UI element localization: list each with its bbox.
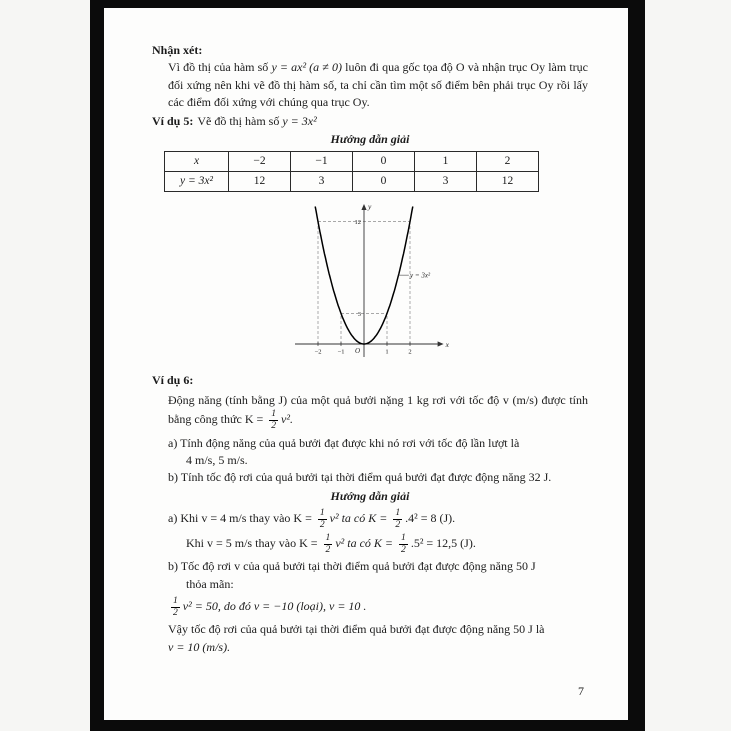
solution-line-b3: Vậy tốc độ rơi của quả bưởi tại thời điểm quả bưởi đạt được động năng 50 J là	[168, 622, 545, 637]
svg-text:−2: −2	[314, 348, 322, 356]
example6-intro	[152, 392, 588, 431]
solution-line-b1b: thỏa mãn:	[186, 576, 234, 591]
example5-task-text: Vẽ đồ thị hàm số	[197, 113, 283, 128]
example5-heading-line	[152, 113, 588, 130]
example6-item-a-line1: a) Tính động năng của quả bưởi đạt được khi nó rơi với tốc độ lần lượt là	[168, 435, 520, 450]
sol-a1-text-3: .4² = 8 (J).	[405, 510, 456, 525]
x-axis-label: x	[445, 339, 449, 349]
remark-heading: Nhận xét:	[152, 43, 203, 57]
sol-a2-text-3: .5² = 12,5 (J).	[410, 536, 476, 551]
fraction-numerator: 1	[173, 595, 178, 607]
table-cell: 3	[291, 172, 353, 192]
fraction-one-half	[318, 508, 327, 530]
solution-heading-example5: Hướng dẫn giải	[330, 131, 410, 146]
fraction-denominator: 2	[401, 543, 406, 555]
fraction-denominator: 2	[173, 606, 178, 618]
value-table	[164, 151, 539, 191]
fraction-one-half	[393, 508, 402, 530]
table-cell: 0	[353, 152, 415, 172]
parabola-svg	[260, 198, 480, 368]
remark-body-text-1: Vì đồ thị của hàm số	[168, 60, 272, 75]
example5-label: Ví dụ 5:	[152, 113, 194, 128]
fraction-numerator: 1	[395, 507, 401, 519]
sol-a2-text-1: Khi v = 5 m/s thay vào K =	[186, 536, 321, 551]
y-axis-label: y	[368, 201, 372, 211]
solution-line-b2	[152, 596, 588, 618]
example6-item-b: b) Tính tốc độ rơi của quả bưởi tại thời điểm quả bưởi đạt được động năng 32 J.	[168, 470, 552, 485]
curve-label: y = 3x²	[410, 271, 431, 280]
fraction-denominator: 2	[271, 420, 277, 432]
table-cell: 2	[477, 152, 539, 172]
solution-heading-example6: Hướng dẫn giải	[330, 488, 410, 503]
example6-intro-text-1: Động năng (tính bằng J) của một quả bưởi nặng 1 kg rơi với tốc độ v (m/s) được tính bằng công thức K =	[168, 393, 588, 427]
svg-text:3: 3	[357, 310, 361, 318]
solution-line-b4: v = 10 (m/s).	[168, 639, 231, 654]
graph-container	[152, 198, 588, 368]
example6-heading: Ví dụ 6:	[152, 372, 194, 387]
scanned-page-frame	[90, 0, 645, 731]
remark-body-math: y = ax² (a ≠ 0)	[271, 60, 343, 75]
solution-line-a1	[152, 508, 588, 530]
fraction-numerator: 1	[271, 408, 277, 420]
sol-b2-text: v² = 50, do đó v = −10 (loại), v = 10 .	[182, 598, 367, 613]
fraction-one-half	[399, 533, 408, 555]
svg-text:1: 1	[385, 348, 389, 356]
table-cell: 1	[415, 152, 477, 172]
table-x-label: x	[165, 152, 229, 172]
sol-a2-text-2: v² ta có K =	[335, 536, 397, 551]
example5-task-math: y = 3x²	[282, 113, 317, 128]
y-axis-arrow	[361, 204, 366, 210]
fraction-numerator: 1	[325, 532, 331, 544]
table-cell: 3	[415, 172, 477, 192]
page-number: 7	[578, 683, 584, 698]
table-cell: 12	[229, 172, 291, 192]
fraction-one-half	[324, 533, 333, 555]
origin-label: O	[354, 346, 360, 355]
fraction-one-half	[171, 596, 180, 618]
fraction-denominator: 2	[325, 543, 331, 555]
fraction-numerator: 1	[401, 532, 406, 544]
document-page	[104, 8, 628, 720]
svg-text:12: 12	[354, 218, 361, 226]
remark-body	[152, 59, 588, 111]
x-axis-arrow	[438, 341, 444, 346]
svg-text:−1: −1	[337, 348, 345, 356]
svg-text:2: 2	[408, 348, 412, 356]
example6-item-a-line2: 4 m/s, 5 m/s.	[186, 452, 248, 467]
remark-body-text-2: luôn đi qua gốc tọa độ O và nhận trục Oy làm trục đối xứng nên khi vẽ đồ thị hàm số, ta chỉ cần tìm một số điểm bên phải trục Oy rồi lấy các điểm đối xứng với chúng qua trục Oy.	[168, 60, 588, 110]
fraction-numerator: 1	[319, 507, 325, 519]
solution-line-a2	[152, 533, 588, 555]
sol-a1-text-2: v² ta có K =	[329, 510, 391, 525]
table-row-y	[165, 172, 539, 192]
table-y-label: y = 3x²	[165, 172, 229, 192]
table-cell: 12	[477, 172, 539, 192]
table-cell: −1	[291, 152, 353, 172]
sol-a1-text-1: a) Khi v = 4 m/s thay vào K =	[168, 510, 315, 525]
fraction-denominator: 2	[319, 518, 325, 530]
example6-intro-text-2: v².	[281, 412, 293, 427]
fraction-one-half	[269, 409, 278, 431]
fraction-denominator: 2	[395, 518, 401, 530]
solution-line-b1: b) Tốc độ rơi v của quả bưởi tại thời điểm quả bưởi đạt được động năng 50 J	[168, 559, 536, 574]
table-row-x	[165, 152, 539, 172]
table-cell: −2	[229, 152, 291, 172]
table-cell: 0	[353, 172, 415, 192]
